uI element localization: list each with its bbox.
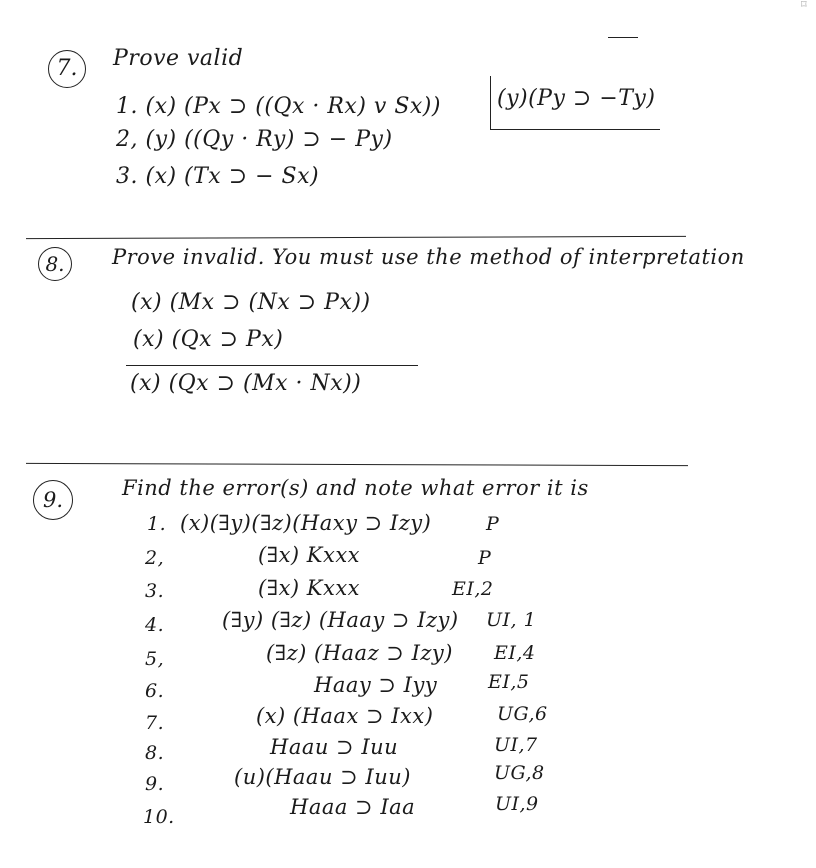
problem-9-title: Find the error(s) and note what error it is xyxy=(122,476,589,500)
stray-pen-mark xyxy=(608,37,638,38)
proof-line-number: 1. xyxy=(147,513,167,535)
problem-8-title: Prove invalid. You must use the method of interpretation xyxy=(112,245,745,269)
proof-line-justification: UG,8 xyxy=(494,762,545,784)
problem-8-premise-2: (x) (Qx ⊃ Px) xyxy=(133,327,284,352)
proof-line-formula: (∃x) Kxxx xyxy=(258,543,361,567)
proof-line-justification: UI, 1 xyxy=(486,609,537,631)
proof-line-formula: Haaa ⊃ Iaa xyxy=(290,795,416,819)
proof-line-formula: (∃z) (Haaz ⊃ Izy) xyxy=(266,641,453,665)
problem-8-premise-1: (x) (Mx ⊃ (Nx ⊃ Px)) xyxy=(131,290,371,315)
proof-line-formula: Haay ⊃ Iyy xyxy=(314,673,438,697)
problem-7-premise-2: 2, (y) ((Qy · Ry) ⊃ − Py) xyxy=(116,127,393,152)
problem-7-premise-1: 1. (x) (Px ⊃ ((Qx · Rx) v Sx)) xyxy=(116,94,441,119)
proof-line-number: 2, xyxy=(145,547,165,569)
proof-line-formula: (∃x) Kxxx xyxy=(258,576,361,600)
proof-line-number: 8. xyxy=(145,742,165,764)
proof-line-justification: P xyxy=(486,513,500,535)
proof-line-formula: (x)(∃y)(∃z)(Haxy ⊃ Izy) xyxy=(180,511,432,535)
proof-line-number: 6. xyxy=(145,680,165,702)
proof-line-justification: UG,6 xyxy=(497,703,548,725)
proof-line-formula: (u)(Haau ⊃ Iuu) xyxy=(234,765,411,789)
proof-line-number: 5, xyxy=(145,648,165,670)
conclusion-box-left-edge xyxy=(490,76,491,130)
proof-line-justification: EI,4 xyxy=(494,642,536,664)
section-divider xyxy=(26,463,688,466)
problem-7-premise-3: 3. (x) (Tx ⊃ − Sx) xyxy=(116,164,320,189)
problem-7-number: 7. xyxy=(48,50,86,88)
proof-line-justification: UI,9 xyxy=(495,793,539,815)
proof-line-number: 10. xyxy=(143,806,175,828)
proof-line-formula: (x) (Haax ⊃ Ixx) xyxy=(256,704,434,728)
proof-line-number: 9. xyxy=(145,773,165,795)
problem-9-number: 9. xyxy=(33,480,73,520)
proof-line-formula: (∃y) (∃z) (Haay ⊃ Izy) xyxy=(222,608,459,632)
problem-8-conclusion: (x) (Qx ⊃ (Mx · Nx)) xyxy=(130,371,362,396)
bookmark-icon: ⌑ xyxy=(801,0,807,11)
problem-7-conclusion: (y)(Py ⊃ −Ty) xyxy=(497,86,656,111)
problem-8-number: 8. xyxy=(38,247,72,281)
conclusion-box-underline xyxy=(490,129,660,130)
proof-line-number: 7. xyxy=(145,712,165,734)
proof-line-justification: EI,2 xyxy=(452,578,494,600)
proof-line-justification: EI,5 xyxy=(488,671,530,693)
proof-line-justification: P xyxy=(478,547,492,569)
proof-line-formula: Haau ⊃ Iuu xyxy=(270,735,399,759)
proof-line-number: 3. xyxy=(145,580,165,602)
proof-line-number: 4. xyxy=(145,614,165,636)
problem-7-title: Prove valid xyxy=(113,46,244,71)
section-divider xyxy=(26,236,686,239)
argument-conclusion-line xyxy=(126,365,418,366)
proof-line-justification: UI,7 xyxy=(494,734,538,756)
